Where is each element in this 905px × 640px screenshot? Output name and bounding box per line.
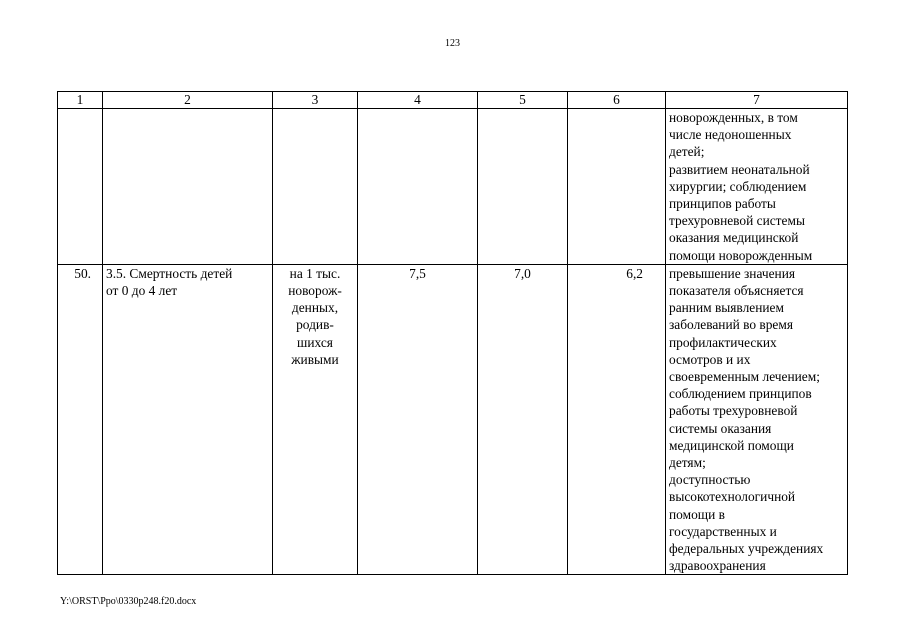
cell-value-6: 6,2 bbox=[568, 264, 666, 575]
cell-num: 50. bbox=[58, 264, 103, 575]
table-row-50 bbox=[58, 264, 848, 575]
header-col-1: 1 bbox=[58, 92, 103, 109]
cell-value-5: 7,0 bbox=[478, 264, 568, 575]
header-col-4: 4 bbox=[358, 92, 478, 109]
cell-comment: превышение значения показателя объясняется ранним выявлением заболеваний во время профилактических осмотров и их своевременным лечением; соблюдением принципов работы трехуровневой системы оказания медицинской помощи детям; доступностью высокотехнологичной помощи в государственных и федеральных учреждениях здравоохранения bbox=[666, 264, 848, 575]
header-col-5: 5 bbox=[478, 92, 568, 109]
cell-value-4: 7,5 bbox=[358, 264, 478, 575]
cell-unit bbox=[273, 109, 358, 265]
header-row bbox=[58, 92, 848, 109]
cell-unit: на 1 тыс. новорож- денных, родив- шихся живыми bbox=[273, 264, 358, 575]
indicator-table bbox=[57, 91, 848, 575]
cell-value-4 bbox=[358, 109, 478, 265]
cell-value-6 bbox=[568, 109, 666, 265]
header-col-7: 7 bbox=[666, 92, 848, 109]
cell-comment: новорожденных, в том числе недоношенных детей; развитием неонатальной хирургии; соблюдением принципов работы трехуровневой системы оказания медицинской помощи новорожденным bbox=[666, 109, 848, 265]
header-col-6: 6 bbox=[568, 92, 666, 109]
cell-indicator: 3.5. Смертность детей от 0 до 4 лет bbox=[103, 264, 273, 575]
table-row-continuation bbox=[58, 109, 848, 265]
cell-indicator bbox=[103, 109, 273, 265]
header-col-3: 3 bbox=[273, 92, 358, 109]
footer-file-path: Y:\ORST\Ppo\0330p248.f20.docx bbox=[60, 596, 197, 607]
header-col-2: 2 bbox=[103, 92, 273, 109]
cell-num bbox=[58, 109, 103, 265]
page-number: 123 bbox=[445, 38, 460, 49]
cell-value-5 bbox=[478, 109, 568, 265]
